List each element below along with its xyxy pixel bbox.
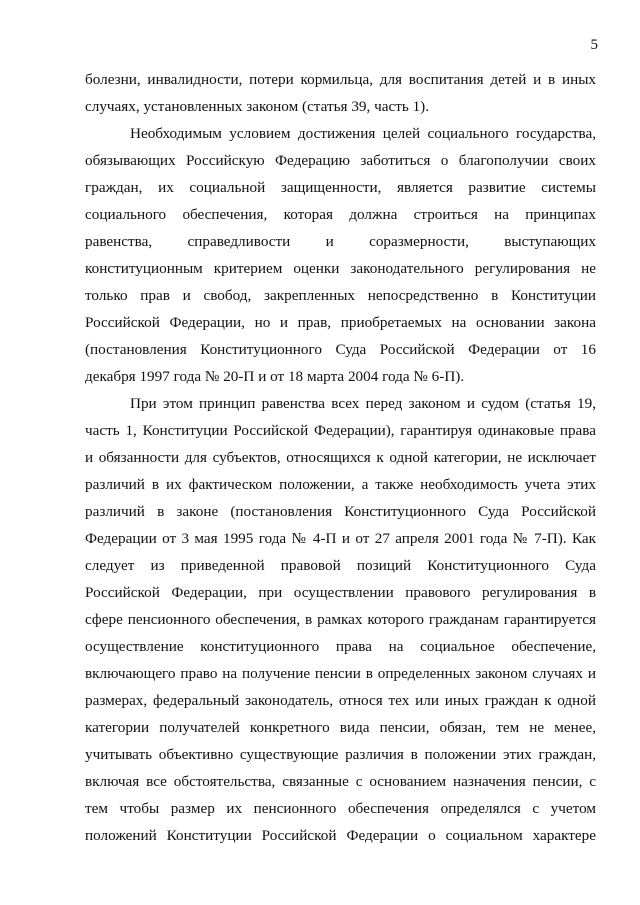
text-line: Российской Федерации, при осуществлении правового регулирования в: [85, 584, 596, 601]
text-line: случаях, установленных законом (статья 39, часть 1).: [85, 98, 430, 115]
text-line: социального обеспечения, которая должна строиться на принципах: [85, 206, 596, 223]
paragraph: [85, 66, 596, 120]
text-line: обязывающих Российскую Федерацию заботиться о благополучии своих: [85, 152, 596, 169]
text-line: включая все обстоятельства, связанные с основанием назначения пенсии, с: [85, 773, 596, 790]
text-line: декабря 1997 года № 20-П и от 18 марта 2004 года № 6-П).: [85, 368, 465, 385]
text-line: болезни, инвалидности, потери кормильца, для воспитания детей и в иных: [85, 71, 596, 88]
text-line: следует из приведенной правовой позиций Конституционного Суда: [85, 557, 596, 574]
page-number: 5: [590, 37, 598, 53]
text-line: Необходимым условием достижения целей социального государства,: [130, 125, 596, 142]
text-line: (постановления Конституционного Суда Российской Федерации от 16: [85, 341, 596, 358]
text-line: тем чтобы размер их пенсионного обеспечения определялся с учетом: [85, 800, 596, 817]
text-line: сфере пенсионного обеспечения, в рамках которого гражданам гарантируется: [85, 611, 596, 628]
text-line: и обязанности для субъектов, относящихся к одной категории, не исключает: [85, 449, 596, 466]
text-line: При этом принцип равенства всех перед законом и судом (статья 19,: [130, 395, 596, 412]
text-line: различий в их фактическом положении, а также необходимость учета этих: [85, 476, 596, 493]
text-line: только прав и свобод, закрепленных непосредственно в Конституции: [85, 287, 596, 304]
text-line: осуществление конституционного права на социальное обеспечение,: [85, 638, 596, 655]
text-line: включающего право на получение пенсии в определенных законом случаях и: [85, 665, 596, 682]
text-line: размерах, федеральный законодатель, относя тех или иных граждан к одной: [85, 692, 596, 709]
text-line: равенства, справедливости и соразмерности, выступающих: [85, 233, 596, 250]
text-line: Российской Федерации, но и прав, приобретаемых на основании закона: [85, 314, 596, 331]
text-line: положений Конституции Российской Федерации о социальном характере: [85, 827, 596, 844]
text-line: категории получателей конкретного вида пенсии, обязан, тем не менее,: [85, 719, 596, 736]
text-line: часть 1, Конституции Российской Федерации), гарантируя одинаковые права: [85, 422, 596, 439]
text-line: учитывать объективно существующие различия в положении этих граждан,: [85, 746, 596, 763]
paragraph: [85, 120, 596, 390]
document-body: [85, 66, 596, 849]
text-line: конституционным критерием оценки законодательного регулирования не: [85, 260, 596, 277]
paragraph: [85, 390, 596, 849]
text-line: различий в законе (постановления Конституционного Суда Российской: [85, 503, 596, 520]
text-line: Федерации от 3 мая 1995 года № 4-П и от 27 апреля 2001 года № 7-П). Как: [85, 530, 596, 547]
text-line: граждан, их социальной защищенности, является развитие системы: [85, 179, 596, 196]
